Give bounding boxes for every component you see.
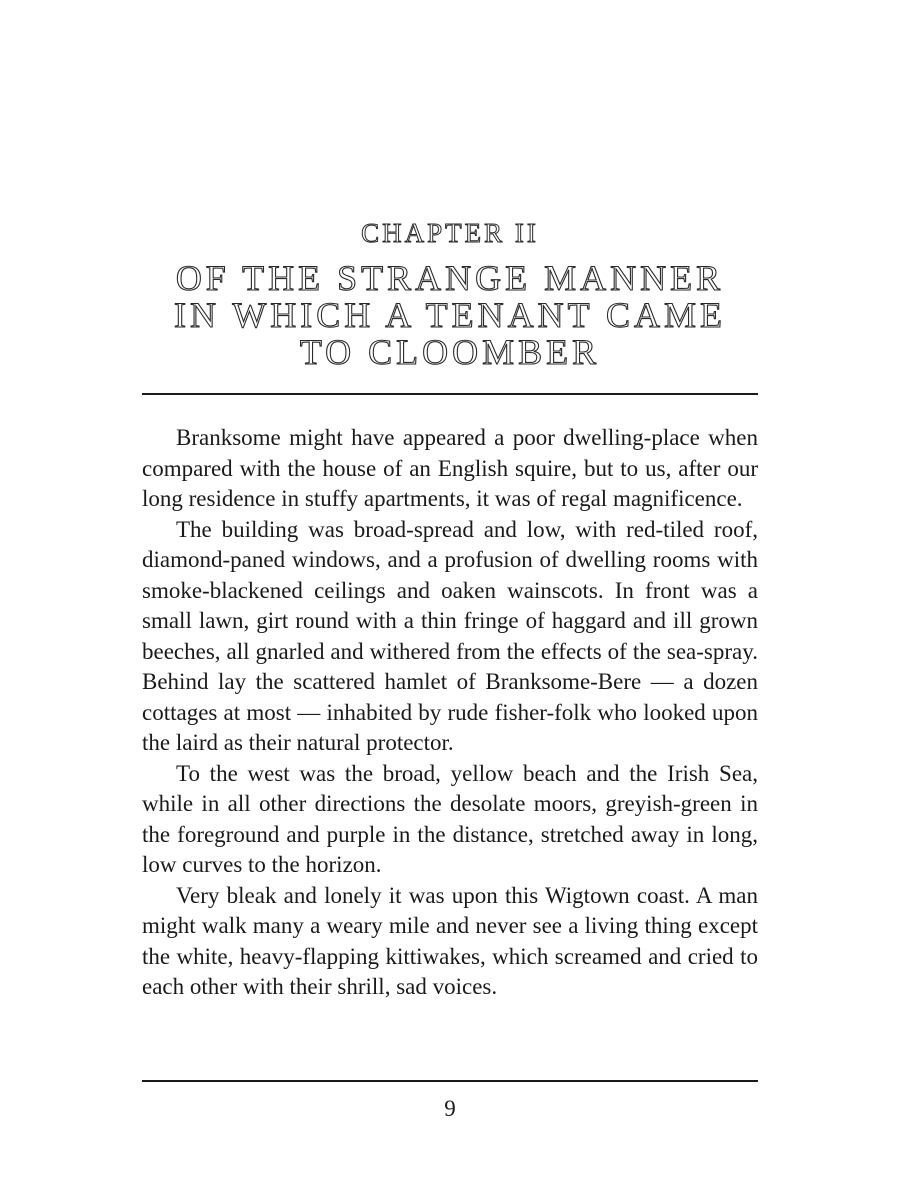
paragraph: Very bleak and lonely it was upon this Wigtown coast. A man might walk many a weary mile and never see a living thing except the white, heavy-flapping kittiwakes, which screamed and cried to each other with their shrill, sad voices. bbox=[142, 882, 758, 999]
page-number: 9 bbox=[444, 1096, 456, 1121]
top-divider bbox=[142, 393, 758, 395]
bottom-divider bbox=[142, 1080, 758, 1082]
chapter-label: CHAPTER II bbox=[361, 218, 539, 248]
chapter-title-line: OF THE STRANGE MANNER bbox=[175, 258, 725, 298]
paragraph: Branksome might have appeared a poor dwelling-place when compared with the house of an English squire, but to us, after our long residence in stuffy apartments, it was of regal magnificence. bbox=[142, 425, 758, 511]
chapter-title-line: TO CLOOMBER bbox=[299, 332, 601, 372]
chapter-body bbox=[142, 423, 758, 1003]
paragraph: The building was broad-spread and low, with red-tiled roof, diamond-paned windows, and a profusion of dwelling rooms with smoke-blackened ceilings and oaken wainscots. In front was a small lawn, girt round with a thin fringe of haggard and ill grown beeches, all gnarled and withered from the effects of the sea-spray. Behind lay the scattered hamlet of Branksome-Bere — a dozen cottages at most — inhabited by rude fisher-folk who looked upon the laird as their natural protector. bbox=[142, 516, 758, 755]
paragraph: To the west was the broad, yellow beach and the Irish Sea, while in all other directions the desolate moors, greyish-green in the foreground and purple in the distance, stretched away in long, low curves to the horizon. bbox=[142, 760, 758, 877]
chapter-title-line: IN WHICH A TENANT CAME bbox=[173, 295, 726, 335]
chapter-title bbox=[150, 260, 750, 371]
